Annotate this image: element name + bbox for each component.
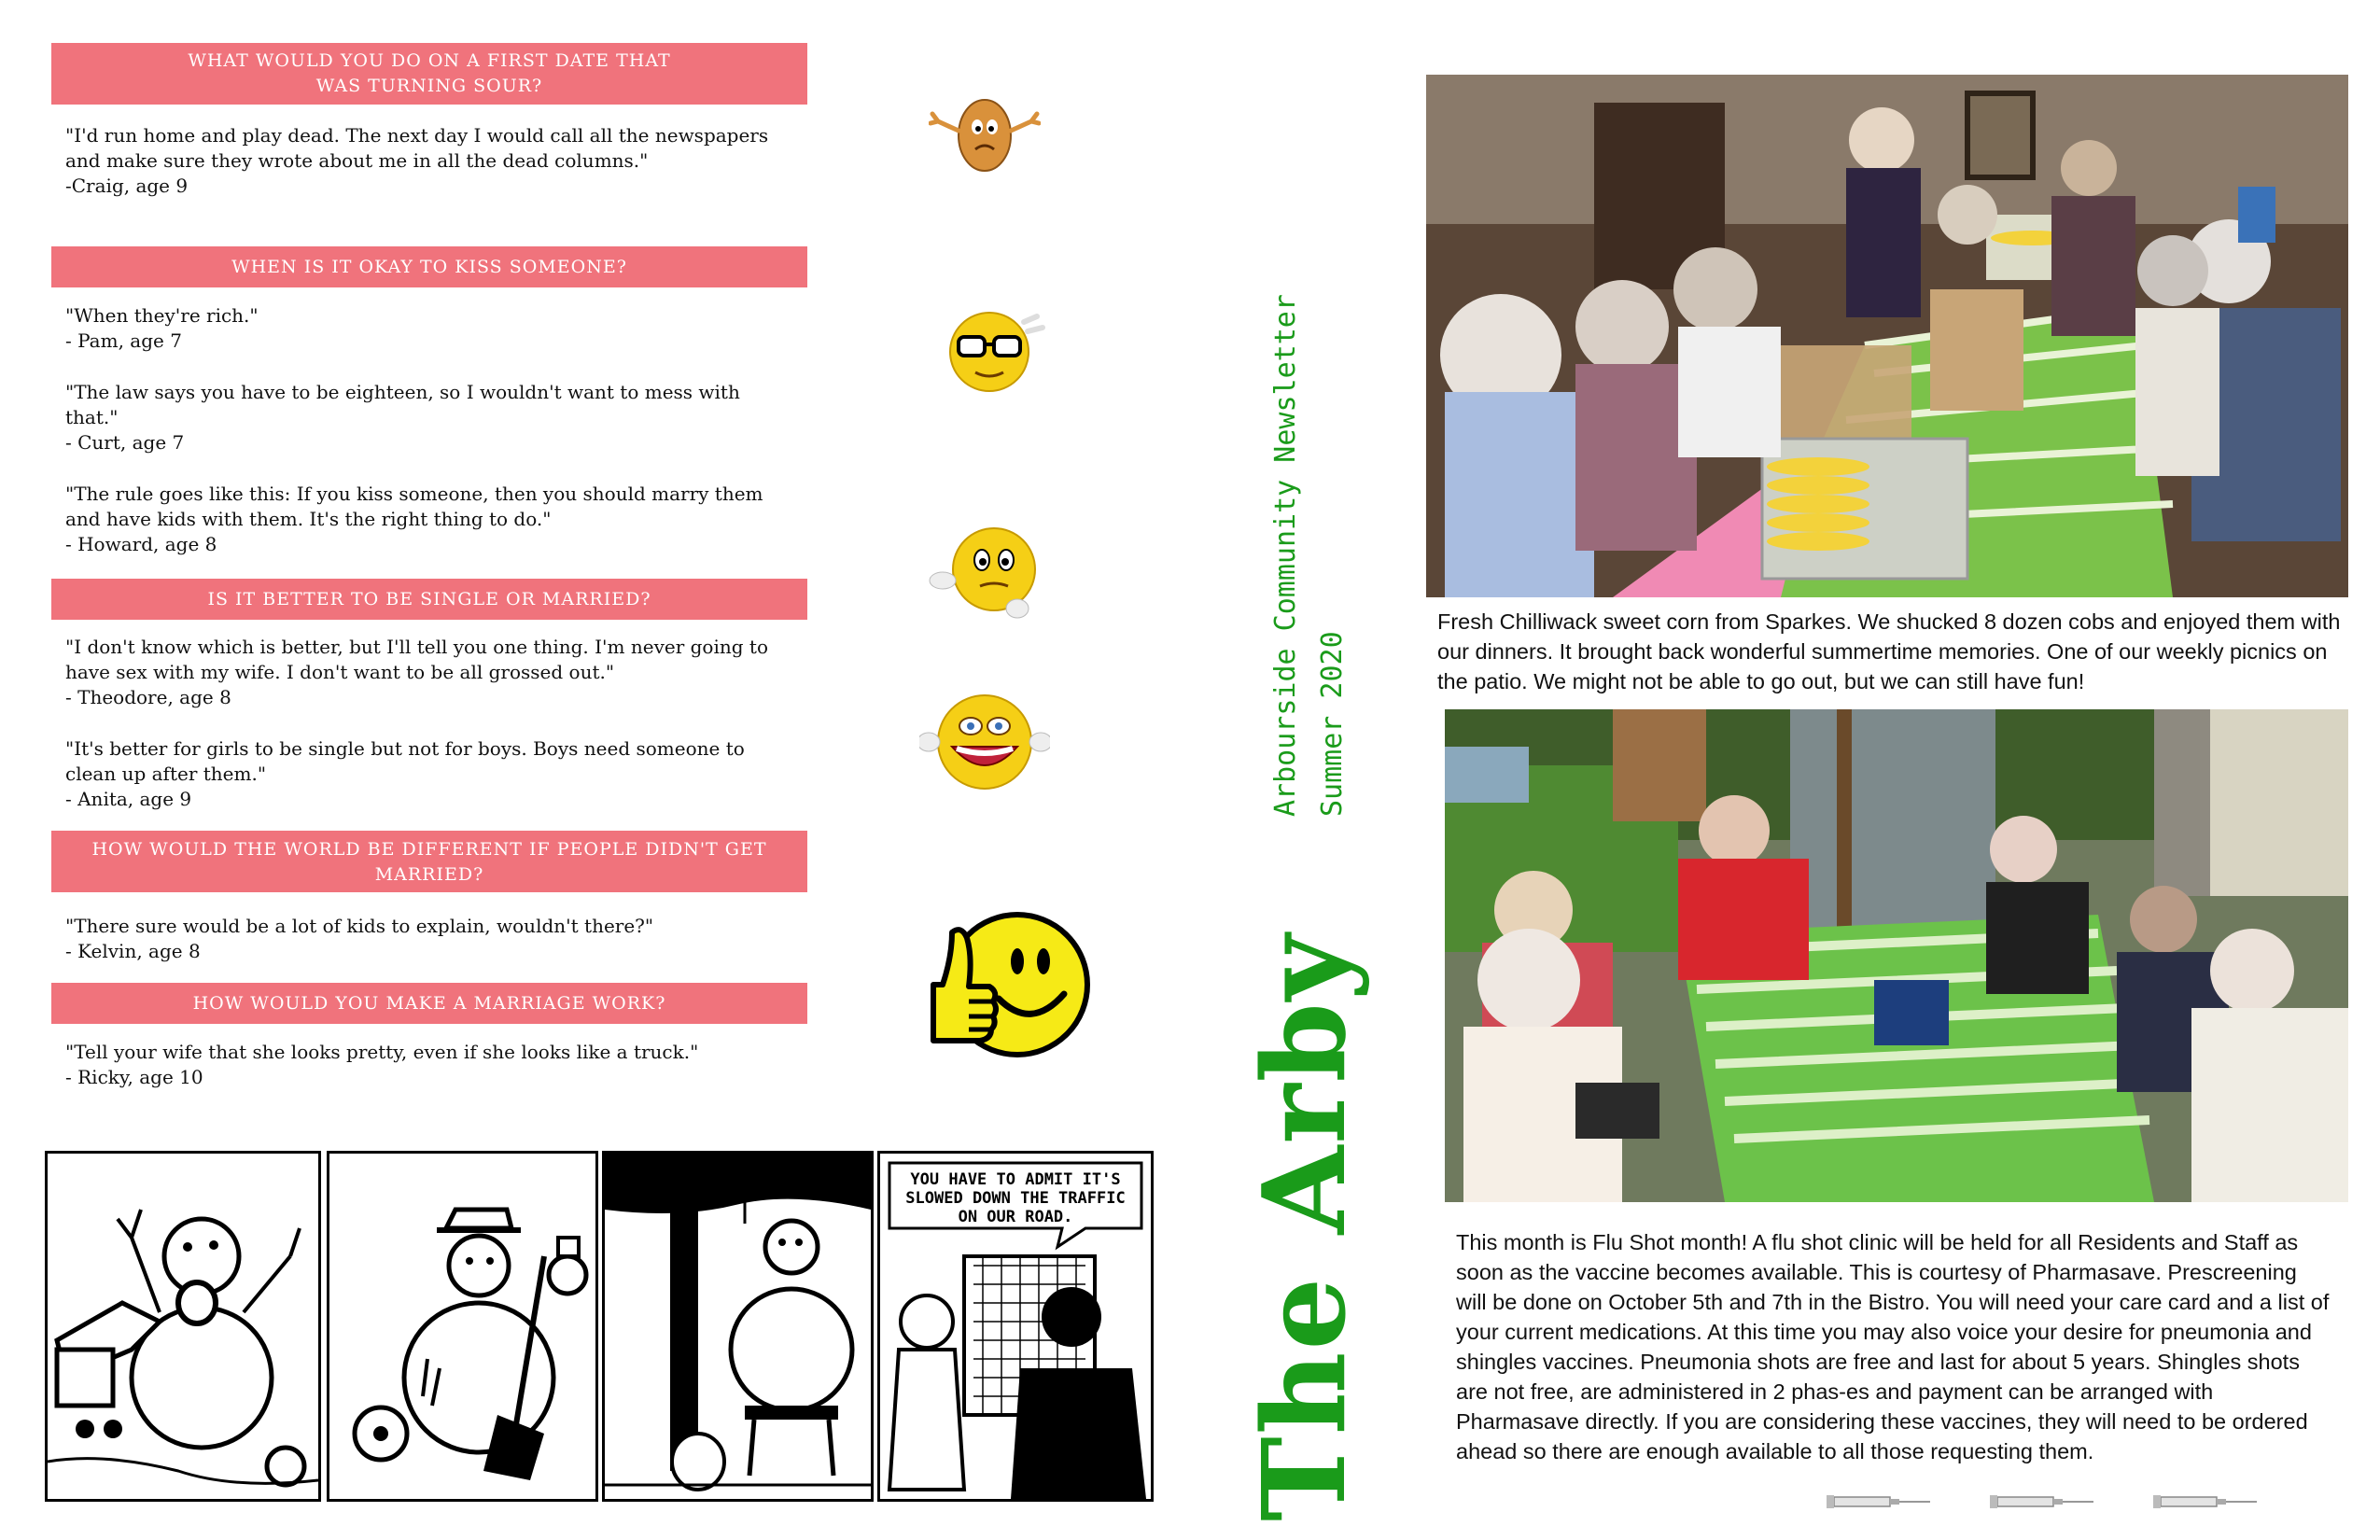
question-text: HOW WOULD THE WORLD BE DIFFERENT IF PEOPLE DIDN'T GET MARRIED? bbox=[91, 839, 767, 885]
answer-quote: "I don't know which is better, but I'll tell you one thing. I'm never going to have sex with my wife. I don't want to be all grossed out." bbox=[65, 636, 768, 683]
corn-shucking-photo bbox=[1426, 75, 2348, 597]
comic-panel-4 bbox=[877, 1151, 1154, 1502]
flu-shot-notice: This month is Flu Shot month! A flu shot clinic will be held for all Residents and Staff as soon as the vaccine becomes available. This is courtesy of Pharmasave. Prescreening will be done on October 5th and 7th in the Bistro. You will need your care card and a list of your current medications. At this time you may also voice your desire for pneumonia and shingles vaccines. Pneumonia shots are free and last for about 5 years. Shingles shots are not free, are administered in 2 phas-es and payment can be arranged with Pharmasave directly. If you are considering these vaccines, they will need to be ordered ahead so there are enough available to all those requesting them. bbox=[1456, 1230, 2330, 1463]
answer-quote: "It's better for girls to be single but not for boys. Boys need someone to clean up after them." bbox=[65, 737, 745, 785]
corn-caption: Fresh Chilliwack sweet corn from Sparkes. We shucked 8 dozen cobs and enjoyed them with our dinners. It brought back wonderful summertime memories. One of our weekly picnics on the patio. We might not be able to go out, but we can still have fun! bbox=[1437, 609, 2341, 693]
answer-author: - Anita, age 9 bbox=[65, 788, 192, 810]
newsletter-title: The Arby bbox=[1237, 932, 1371, 1521]
answer-quote: "When they're rich." bbox=[65, 304, 259, 327]
question-text: WHAT WOULD YOU DO ON A FIRST DATE THAT WAS TURNING SOUR? bbox=[188, 50, 671, 96]
question-band bbox=[51, 983, 807, 1024]
comic-speech-line: ON OUR ROAD. bbox=[958, 1208, 1073, 1226]
answer-author: - Howard, age 8 bbox=[65, 533, 217, 555]
answer-author: - Curt, age 7 bbox=[65, 431, 185, 454]
answer-author: - Ricky, age 10 bbox=[65, 1066, 203, 1088]
question-band bbox=[51, 579, 807, 620]
syringe-icon bbox=[2151, 1491, 2259, 1512]
comic-panel-1 bbox=[45, 1151, 321, 1502]
syringe-icon bbox=[1988, 1491, 2095, 1512]
shrugging-potato-icon bbox=[929, 93, 1041, 177]
question-text: HOW WOULD YOU MAKE A MARRIAGE WORK? bbox=[192, 993, 666, 1014]
answer-block bbox=[65, 635, 793, 710]
comic-panel-3 bbox=[602, 1151, 874, 1502]
nerd-glasses-emoji-icon bbox=[938, 303, 1050, 397]
answer-block bbox=[65, 1040, 793, 1090]
thumbs-up-smiley-icon bbox=[924, 901, 1092, 1064]
answer-block bbox=[65, 482, 793, 557]
hand-over-mouth-emoji-icon bbox=[924, 523, 1045, 625]
answer-block bbox=[65, 380, 793, 455]
syringe-icon bbox=[1825, 1491, 1932, 1512]
answer-author: - Theodore, age 8 bbox=[65, 686, 231, 708]
comic-speech-line: YOU HAVE TO ADMIT IT'S bbox=[910, 1170, 1121, 1189]
answer-block bbox=[65, 914, 793, 964]
question-text: IS IT BETTER TO BE SINGLE OR MARRIED? bbox=[207, 589, 651, 609]
answer-block bbox=[65, 123, 793, 199]
answer-block bbox=[65, 303, 793, 354]
newsletter-issue: Summer 2020 bbox=[1316, 631, 1349, 817]
laughing-emoji-icon bbox=[919, 691, 1050, 793]
question-band bbox=[51, 43, 807, 105]
answer-quote: "The rule goes like this: If you kiss someone, then you should marry them and have kids with them. It's the right thing to do." bbox=[65, 483, 763, 530]
answer-author: -Craig, age 9 bbox=[65, 175, 189, 197]
answer-block bbox=[65, 736, 793, 812]
newsletter-name: Arbourside Community Newsletter bbox=[1269, 294, 1302, 817]
question-band bbox=[51, 246, 807, 287]
question-text: WHEN IS IT OKAY TO KISS SOMEONE? bbox=[231, 257, 627, 277]
question-band bbox=[51, 831, 807, 892]
answer-quote: "The law says you have to be eighteen, so I wouldn't want to mess with that." bbox=[65, 381, 740, 428]
answer-quote: "I'd run home and play dead. The next day I would call all the newspapers and make sure they wrote about me in all the dead columns." bbox=[65, 124, 769, 172]
answer-quote: "There sure would be a lot of kids to explain, wouldn't there?" bbox=[65, 915, 654, 937]
comic-panel-2 bbox=[327, 1151, 598, 1502]
patio-picnic-photo bbox=[1445, 709, 2348, 1202]
answer-author: - Kelvin, age 8 bbox=[65, 940, 201, 962]
answer-quote: "Tell your wife that she looks pretty, even if she looks like a truck." bbox=[65, 1041, 699, 1063]
comic-speech-line: SLOWED DOWN THE TRAFFIC bbox=[905, 1189, 1126, 1208]
answer-author: - Pam, age 7 bbox=[65, 329, 182, 352]
